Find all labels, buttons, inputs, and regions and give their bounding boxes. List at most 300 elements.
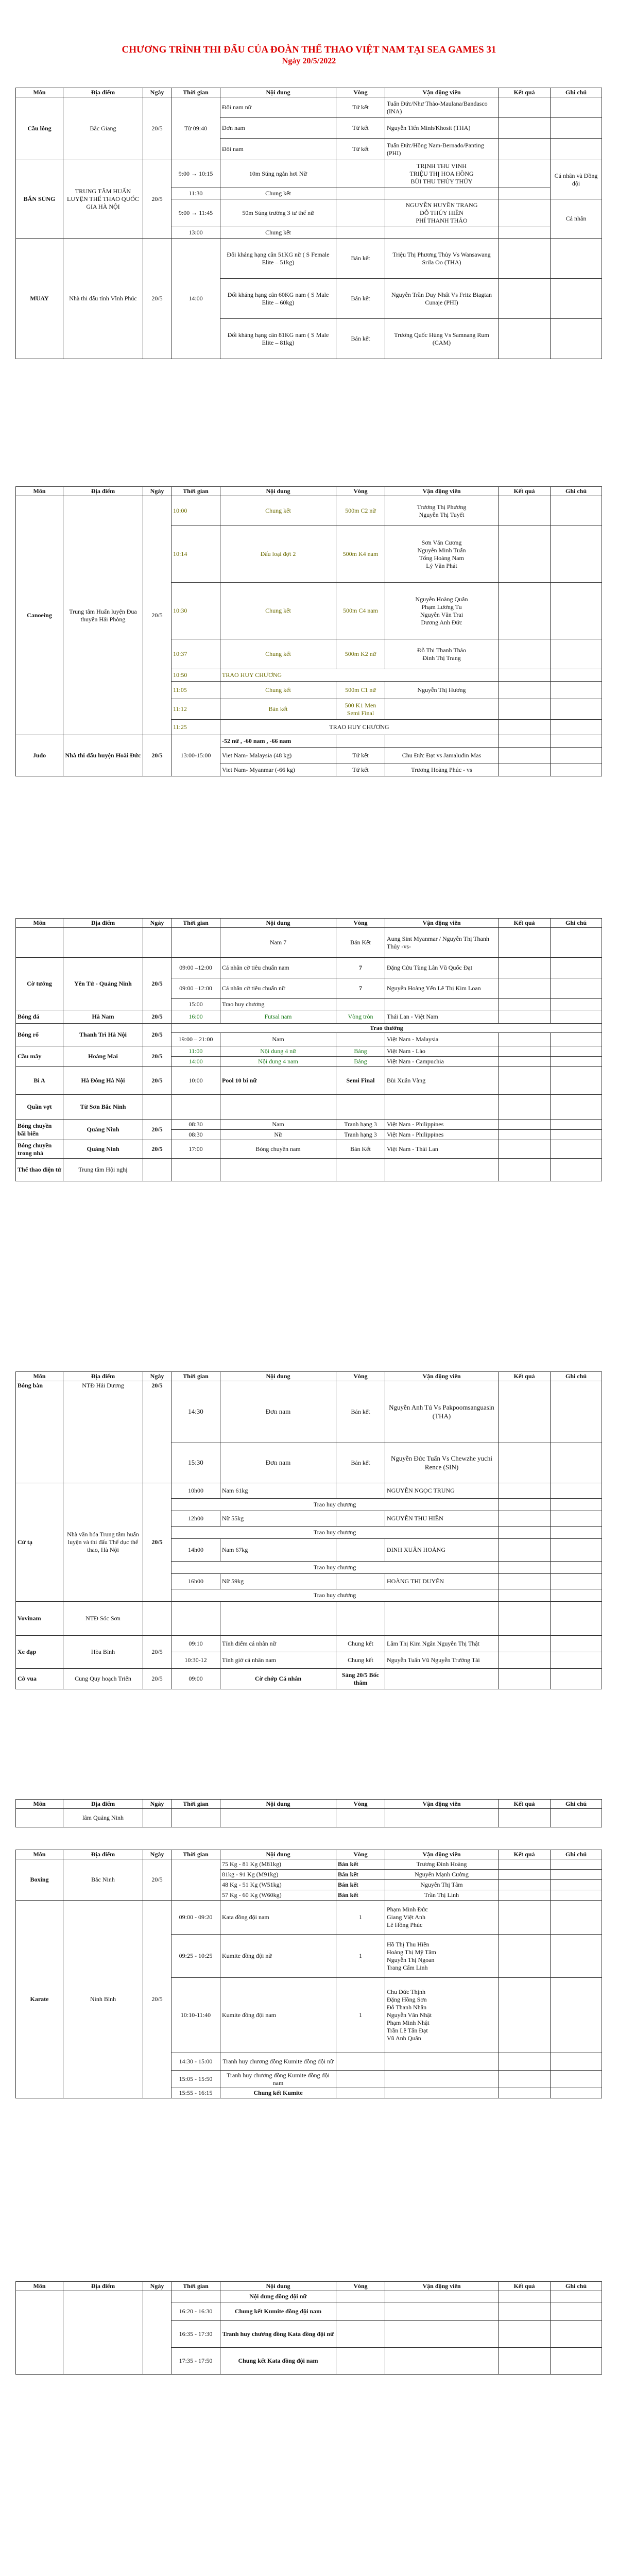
col-header: Môn	[16, 2282, 63, 2291]
result-cell	[499, 188, 551, 199]
col-header: Vòng	[336, 1800, 385, 1809]
content-cell	[220, 1602, 336, 1636]
col-header: Vòng	[336, 1372, 385, 1381]
result-cell	[499, 97, 551, 118]
athlete-name: Sơn Văn Cương	[421, 538, 462, 546]
athlete-name: Nguyễn Văn Trai	[420, 611, 464, 618]
time-cell: 09:00 - 09:20	[171, 1901, 220, 1935]
note-cell	[551, 1443, 602, 1483]
round-cell: Bảng	[336, 1057, 385, 1067]
round-cell	[336, 1602, 385, 1636]
content-cell: Đấu loại đợt 2	[220, 526, 336, 583]
note-cell	[551, 720, 602, 735]
table-row	[16, 1602, 602, 1636]
sport-cell	[16, 2291, 63, 2375]
athlete-cell: Trần Thị Linh	[385, 1890, 499, 1901]
col-header: Nội dung	[220, 919, 336, 928]
athlete-name: Trương Thị Phương	[417, 503, 467, 511]
athlete-cell: Thái Lan - Việt Nam	[385, 1010, 499, 1024]
venue-cell: Nhà thi đấu huyện Hoài Đức	[63, 735, 143, 776]
round-cell: Bảng	[336, 1046, 385, 1057]
note-cell	[551, 1636, 602, 1652]
result-cell	[499, 1602, 551, 1636]
round-cell: Bán kết	[336, 319, 385, 359]
time-cell: 09:10	[171, 1636, 220, 1652]
note-cell	[551, 1880, 602, 1890]
athlete-name: ĐỖ THÚY HIỀN	[420, 209, 464, 216]
round-cell	[336, 1483, 385, 1499]
col-header: Ngày	[143, 1850, 171, 1859]
time-cell: 11:12	[171, 699, 220, 720]
col-header: Ngày	[143, 919, 171, 928]
round-cell	[336, 188, 385, 199]
content-cell: Nữ	[220, 1130, 336, 1140]
col-header: Kết quả	[499, 1372, 551, 1381]
time-cell: 10:30	[171, 583, 220, 639]
note-cell	[551, 1589, 602, 1602]
col-header: Vận động viên	[385, 1800, 499, 1809]
time-cell: 10:14	[171, 526, 220, 583]
content-cell: Chung kết	[220, 496, 336, 526]
athlete-cell	[385, 526, 499, 583]
date-cell: 20/5	[143, 1024, 171, 1046]
note-cell	[551, 2348, 602, 2375]
content-cell: 57 Kg - 60 Kg (W60kg)	[220, 1890, 336, 1901]
result-cell	[499, 720, 551, 735]
round-cell: Bán kết	[336, 279, 385, 319]
note-cell	[551, 118, 602, 139]
col-header: Vận động viên	[385, 487, 499, 496]
venue-cell: lâm Quảng Ninh	[63, 1809, 143, 1827]
sport-cell: Bóng đá	[16, 1010, 63, 1024]
round-cell: 1	[336, 1935, 385, 1978]
round-cell: 500m C2 nữ	[336, 496, 385, 526]
result-cell	[499, 1046, 551, 1057]
col-header: Ghi chú	[551, 2282, 602, 2291]
time-cell: 19:00 – 21:00	[171, 1033, 220, 1046]
result-cell	[499, 1935, 551, 1978]
result-cell	[499, 1095, 551, 1120]
date-cell: 20/5	[143, 1140, 171, 1159]
award-banner: TRAO HUY CHƯƠNG	[220, 720, 499, 735]
venue-cell: Hà Nam	[63, 1010, 143, 1024]
time-cell: 11:25	[171, 720, 220, 735]
athlete-cell: Bùi Xuân Vàng	[385, 1067, 499, 1095]
col-header: Địa điểm	[63, 1850, 143, 1859]
result-cell	[499, 1067, 551, 1095]
note-cell	[551, 2302, 602, 2321]
athlete-cell: Trương Đình Hoàng	[385, 1859, 499, 1870]
time-cell: 10:10-11:40	[171, 1978, 220, 2053]
athlete-cell: Nguyễn Thị Hương	[385, 682, 499, 699]
content-cell: Cá nhân cờ tiêu chuẩn nữ	[220, 978, 336, 999]
athlete-cell	[385, 496, 499, 526]
sport-cell: Canoeing	[16, 496, 63, 735]
sport-cell: Judo	[16, 735, 63, 776]
round-cell	[336, 1511, 385, 1527]
athlete-name: PHÍ THANH THẢO	[416, 217, 468, 224]
content-cell: Nội dung 4 nam	[220, 1057, 336, 1067]
result-cell	[499, 2348, 551, 2375]
time-cell: 10:00	[171, 1067, 220, 1095]
athlete-name: Giang Việt Anh	[387, 1913, 426, 1921]
result-cell	[499, 1562, 551, 1574]
round-cell: 500m K4 nam	[336, 526, 385, 583]
athlete-cell: Việt Nam - Malaysia	[385, 1033, 499, 1046]
result-cell	[499, 1057, 551, 1067]
date-cell	[143, 2291, 171, 2375]
athlete-name: Nguyễn Văn Nhật	[387, 2011, 432, 2019]
athlete-name: Hoàng Thị Mỹ Tâm	[387, 1948, 436, 1956]
time-cell: 10:00	[171, 496, 220, 526]
table-row	[16, 496, 602, 526]
table-row	[16, 735, 602, 748]
date-cell: 20/5	[143, 1669, 171, 1689]
note-cell	[551, 1033, 602, 1046]
athlete-name: Lý Văn Phát	[426, 562, 457, 569]
result-cell	[499, 1809, 551, 1827]
round-cell	[336, 2291, 385, 2302]
schedule-table	[15, 1799, 602, 1827]
date-cell: 20/5	[143, 1046, 171, 1067]
content-cell: Nam 7	[220, 928, 336, 958]
sport-cell: Boxing	[16, 1859, 63, 1901]
note-cell	[551, 1010, 602, 1024]
content-cell: Trao huy chương	[220, 999, 336, 1010]
table-row	[16, 239, 602, 279]
time-cell: 12h00	[171, 1511, 220, 1527]
venue-cell: Bắc Ninh	[63, 1859, 143, 1901]
date-cell	[143, 1602, 171, 1636]
athlete-cell	[385, 1602, 499, 1636]
result-cell	[499, 735, 551, 748]
round-cell: Tranh hạng 3	[336, 1130, 385, 1140]
note-cell	[551, 1978, 602, 2053]
result-cell	[499, 239, 551, 279]
result-cell	[499, 1140, 551, 1159]
note-cell	[551, 2053, 602, 2071]
sport-cell: Thể thao điện tử	[16, 1159, 63, 1181]
sport-cell: Cầu mây	[16, 1046, 63, 1067]
header-row	[16, 88, 602, 97]
note-cell	[551, 2088, 602, 2098]
round-cell	[336, 160, 385, 188]
result-cell	[499, 1574, 551, 1589]
col-header: Ngày	[143, 2282, 171, 2291]
time-cell: 13:00	[171, 227, 220, 239]
time-cell	[171, 1159, 220, 1181]
note-cell	[551, 2321, 602, 2348]
col-header: Vòng	[336, 919, 385, 928]
time-cell	[171, 928, 220, 958]
table-row	[16, 958, 602, 978]
round-cell	[336, 1159, 385, 1181]
athlete-cell: Việt Nam - Philippines	[385, 1130, 499, 1140]
time-cell: 10:50	[171, 669, 220, 682]
note-cell	[551, 1159, 602, 1181]
col-header: Địa điểm	[63, 2282, 143, 2291]
round-cell: 500m C4 nam	[336, 583, 385, 639]
athlete-cell	[385, 1159, 499, 1181]
athlete-cell	[385, 1935, 499, 1978]
result-cell	[499, 2053, 551, 2071]
athlete-name: Lê Hồng Phúc	[387, 1921, 423, 1928]
date-cell: 20/5	[143, 1010, 171, 1024]
col-header: Vòng	[336, 2282, 385, 2291]
note-cell	[551, 279, 602, 319]
content-cell: Đối kháng hạng cân 81KG nam ( S Male Elite – 81kg)	[220, 319, 336, 359]
note-cell	[551, 583, 602, 639]
content-cell: 10m Súng ngắn hơi Nữ	[220, 160, 336, 188]
result-cell	[499, 2088, 551, 2098]
col-header: Ghi chú	[551, 1372, 602, 1381]
athlete-name: Chu Đức Thịnh	[387, 1988, 425, 1995]
round-cell: 7	[336, 978, 385, 999]
athlete-name: TRIỆU THỊ HOA HỒNG	[409, 170, 474, 177]
col-header: Thời gian	[171, 1800, 220, 1809]
time-cell: 14:00	[171, 1057, 220, 1067]
content-cell: Nữ 55kg	[220, 1511, 336, 1527]
schedule-section-2	[15, 486, 602, 776]
note-cell	[551, 1539, 602, 1562]
venue-cell: Nhà thi đấu tỉnh Vĩnh Phúc	[63, 239, 143, 359]
athlete-name: Vũ Anh Quân	[387, 2035, 421, 2042]
athlete-cell: Nguyễn Đức Tuấn Vs Chewzhe yuchi Rence (SIN)	[385, 1443, 499, 1483]
result-cell	[499, 1978, 551, 2053]
round-cell	[336, 999, 385, 1010]
col-header: Ngày	[143, 1800, 171, 1809]
content-cell: Chung kết Kumite	[220, 2088, 336, 2098]
round-cell	[336, 199, 385, 227]
content-cell: 75 Kg - 81 Kg (M81kg)	[220, 1859, 336, 1870]
content-cell: Đôi nam nữ	[220, 97, 336, 118]
athlete-cell: ĐINH XUÂN HOÀNG	[385, 1539, 499, 1562]
table-row	[16, 1636, 602, 1652]
result-cell	[499, 999, 551, 1010]
athlete-cell	[385, 583, 499, 639]
result-cell	[499, 227, 551, 239]
note-cell	[551, 1130, 602, 1140]
award-banner: Trao huy chương	[171, 1499, 499, 1511]
col-header: Vận động viên	[385, 1850, 499, 1859]
date-cell: 20/5	[143, 1483, 171, 1602]
sport-cell: Bóng chuyền trong nhà	[16, 1140, 63, 1159]
result-cell	[499, 2291, 551, 2302]
col-header: Kết quả	[499, 1800, 551, 1809]
col-header: Nội dung	[220, 1372, 336, 1381]
athlete-cell	[385, 160, 499, 188]
date-cell	[143, 1095, 171, 1120]
athlete-cell: Nguyễn Tiến Minh/Khosit (THA)	[385, 118, 499, 139]
result-cell	[499, 978, 551, 999]
col-header: Môn	[16, 1372, 63, 1381]
table-row	[16, 1010, 602, 1024]
athlete-cell	[385, 227, 499, 239]
table-row	[16, 2291, 602, 2302]
content-cell: Viet Nam- Myanmar (-66 kg)	[220, 764, 336, 776]
athlete-cell	[385, 2071, 499, 2088]
col-header: Môn	[16, 487, 63, 496]
content-cell: Tranh huy chương đồng Kumite đồng đội nữ	[220, 2053, 336, 2071]
round-cell: Tứ kết	[336, 139, 385, 160]
round-cell: Bán kết	[336, 1443, 385, 1483]
round-cell: Chung kết	[336, 1652, 385, 1669]
note-cell	[551, 978, 602, 999]
sport-cell: Cờ vua	[16, 1669, 63, 1689]
round-cell: Sáng 20/5 Bốc thăm	[336, 1669, 385, 1689]
round-cell	[336, 1809, 385, 1827]
athlete-cell	[385, 639, 499, 669]
round-cell: Bán kết	[336, 1870, 385, 1880]
header-row	[16, 2282, 602, 2291]
time-cell: 11:05	[171, 682, 220, 699]
col-header: Kết quả	[499, 88, 551, 97]
result-cell	[499, 1159, 551, 1181]
sport-cell: Cử tạ	[16, 1483, 63, 1602]
result-cell	[499, 279, 551, 319]
round-cell	[336, 2053, 385, 2071]
content-cell: Bán kết	[220, 699, 336, 720]
athlete-name: Trần Lê Tấn Đạt	[387, 2027, 428, 2034]
time-cell: 16h00	[171, 1574, 220, 1589]
content-cell: Nam 67kg	[220, 1539, 336, 1562]
note-cell	[551, 1809, 602, 1827]
note-cell	[551, 496, 602, 526]
sport-cell: Cầu lông	[16, 97, 63, 160]
sport-cell: BẮN SÚNG	[16, 160, 63, 239]
result-cell	[499, 526, 551, 583]
col-header: Vận động viên	[385, 2282, 499, 2291]
award-banner: Trao huy chương	[171, 1527, 499, 1539]
round-cell: Chung kết	[336, 1636, 385, 1652]
venue-cell: Quảng Ninh	[63, 1120, 143, 1140]
round-cell: Tứ kết	[336, 118, 385, 139]
result-cell	[499, 1669, 551, 1689]
award-banner: Trao huy chương	[171, 1562, 499, 1574]
col-header: Nội dung	[220, 487, 336, 496]
sport-cell: MUAY	[16, 239, 63, 359]
result-cell	[499, 764, 551, 776]
result-cell	[499, 639, 551, 669]
col-header: Ngày	[143, 1372, 171, 1381]
round-cell	[336, 2321, 385, 2348]
athlete-cell: Đặng Cửu Tùng Lân Vũ Quốc Đạt	[385, 958, 499, 978]
note-cell	[551, 1901, 602, 1935]
round-cell: Bán Kết	[336, 1140, 385, 1159]
header-row	[16, 919, 602, 928]
athlete-cell	[385, 1809, 499, 1827]
note-cell	[551, 1602, 602, 1636]
result-cell	[499, 1589, 551, 1602]
result-cell	[499, 1483, 551, 1499]
result-cell	[499, 1381, 551, 1443]
note-cell	[551, 1527, 602, 1539]
round-cell	[336, 1574, 385, 1589]
date-cell: 20/5	[143, 735, 171, 776]
schedule-table	[15, 1371, 602, 1689]
result-cell	[499, 1499, 551, 1511]
athlete-cell: Nguyễn Anh Tú Vs Pakpoomsanguasin (THA)	[385, 1381, 499, 1443]
venue-cell: Nhà văn hóa Trung tâm huấn luyện và thi đấu Thể dục thể thao, Hà Nội	[63, 1483, 143, 1602]
col-header: Vận động viên	[385, 1372, 499, 1381]
venue-cell: TRUNG TÂM HUẤN LUYỆN THỂ THAO QUỐC GIA HÀ NỘI	[63, 160, 143, 239]
time-cell: 10h00	[171, 1483, 220, 1499]
col-header: Ghi chú	[551, 919, 602, 928]
content-cell: -52 nữ , -60 nam , -66 nam	[220, 735, 336, 748]
content-cell: Tính điểm cá nhân nữ	[220, 1636, 336, 1652]
time-cell: 15:30	[171, 1443, 220, 1483]
time-cell: 08:30	[171, 1130, 220, 1140]
col-header: Thời gian	[171, 2282, 220, 2291]
content-cell: Kumite đồng đội nữ	[220, 1935, 336, 1978]
athlete-cell	[385, 1095, 499, 1120]
content-cell	[220, 1159, 336, 1181]
result-cell	[499, 1890, 551, 1901]
note-cell	[551, 1859, 602, 1870]
venue-cell: Cung Quy hoạch Triển	[63, 1669, 143, 1689]
venue-cell: Hòa Bình	[63, 1636, 143, 1669]
header-row	[16, 1800, 602, 1809]
header-row	[16, 1372, 602, 1381]
round-cell: 500m K2 nữ	[336, 639, 385, 669]
col-header: Thời gian	[171, 487, 220, 496]
content-cell: Tranh huy chương đồng Kata đồng đội nữ	[220, 2321, 336, 2348]
time-cell: 14:30 - 15:00	[171, 2053, 220, 2071]
note-cell: Cá nhân và Đồng đội	[551, 160, 602, 199]
date-cell	[143, 1159, 171, 1181]
result-cell	[499, 1652, 551, 1669]
col-header: Nội dung	[220, 1850, 336, 1859]
result-cell	[499, 1033, 551, 1046]
result-cell	[499, 583, 551, 639]
content-cell	[220, 1095, 336, 1120]
athlete-name: NGUYỄN HUYỀN TRANG	[405, 201, 478, 209]
time-cell: Từ 09:40	[171, 97, 220, 160]
content-cell: Chung kết	[220, 227, 336, 239]
col-header: Môn	[16, 1850, 63, 1859]
note-cell	[551, 1890, 602, 1901]
schedule-table	[15, 486, 602, 776]
col-header: Địa điểm	[63, 487, 143, 496]
note-cell	[551, 748, 602, 764]
header-row	[16, 1850, 602, 1859]
note-cell	[551, 526, 602, 583]
round-cell: 1	[336, 1978, 385, 2053]
content-cell: Nội dung 4 nữ	[220, 1046, 336, 1057]
sport-cell: Bóng chuyền bãi biển	[16, 1120, 63, 1140]
content-cell: Đôi nam	[220, 139, 336, 160]
athlete-cell	[385, 1669, 499, 1689]
date-cell: 20/5	[143, 1901, 171, 2098]
time-cell	[171, 1602, 220, 1636]
athlete-cell	[385, 2321, 499, 2348]
sport-cell: Xe đạp	[16, 1636, 63, 1669]
venue-cell: Trung tâm Huấn luyện Đua thuyền Hải Phòng	[63, 496, 143, 735]
athlete-name: Đỗ Thanh Nhân	[387, 2004, 427, 2011]
athlete-cell: NGUYỄN NGỌC TRUNG	[385, 1483, 499, 1499]
date-cell: 20/5	[143, 1067, 171, 1095]
content-cell: Đơn nam	[220, 118, 336, 139]
result-cell	[499, 1870, 551, 1880]
note-cell	[551, 669, 602, 682]
date-cell: 20/5	[143, 1859, 171, 1901]
round-cell: Bán kết	[336, 1381, 385, 1443]
date-cell: 20/5	[143, 958, 171, 1010]
round-cell: Bán kết	[336, 1890, 385, 1901]
round-cell: Tứ kết	[336, 764, 385, 776]
note-cell	[551, 1057, 602, 1067]
time-cell: 10:30-12	[171, 1652, 220, 1669]
